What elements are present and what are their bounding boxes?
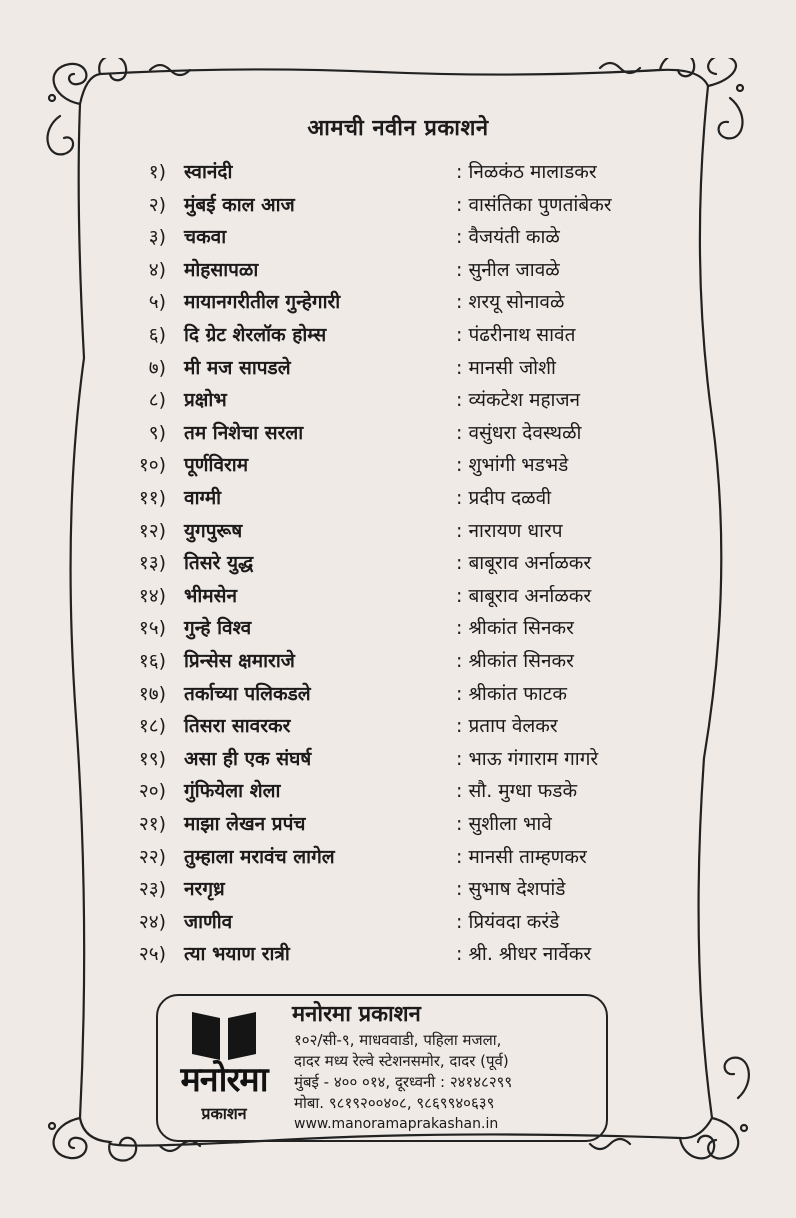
item-number: २४) — [138, 910, 166, 933]
list-item — [0, 580, 796, 612]
book-author: : निळकंठ मालाडकर — [456, 161, 597, 183]
book-author: : नारायण धारप — [456, 519, 563, 542]
list-item — [0, 841, 796, 873]
book-title: तिसरे युद्ध — [184, 552, 254, 575]
item-number: ५) — [148, 291, 166, 314]
list-item — [0, 286, 796, 318]
book-author: : श्रीकांत सिनकर — [456, 617, 574, 640]
address-line-2: दादर मध्य रेल्वे स्टेशनसमोर, दादर (पूर्व) — [294, 1052, 509, 1070]
book-title: चकवा — [184, 226, 227, 249]
book-author: : सुनील जावळे — [456, 258, 560, 281]
list-item — [0, 189, 796, 221]
book-author: : व्यंकटेश महाजन — [456, 389, 581, 412]
book-title: माझा लेखन प्रपंच — [184, 813, 306, 835]
item-number: ७) — [148, 356, 166, 379]
book-author: : मानसी ताम्हणकर — [456, 845, 587, 868]
book-title: तिसरा सावरकर — [184, 715, 291, 738]
book-title: पूर्णविराम — [184, 454, 249, 477]
website-link[interactable]: www.manoramaprakashan.in — [294, 1116, 499, 1132]
book-title: प्रिन्सेस क्षमाराजे — [184, 650, 295, 672]
list-item — [0, 678, 796, 710]
item-number: २३) — [138, 878, 166, 901]
item-number: १) — [148, 161, 166, 183]
book-title: वाग्मी — [184, 487, 222, 509]
item-number: ९) — [148, 421, 166, 444]
list-item — [0, 221, 796, 253]
list-item — [0, 319, 796, 351]
item-number: १२) — [138, 519, 166, 542]
publisher-logo — [168, 1008, 280, 1128]
book-title: असा ही एक संघर्ष — [184, 747, 312, 770]
item-number: २२) — [138, 845, 166, 868]
item-number: १०) — [138, 454, 166, 477]
book-author: : श्री. श्रीधर नार्वेकर — [456, 943, 592, 966]
address-line-1: १०२/सी-९, माधववाडी, पहिला मजला, — [294, 1031, 502, 1049]
publisher-info — [294, 1000, 604, 1134]
book-title: गुंफियेला शेला — [184, 780, 281, 803]
book-author: : मानसी जोशी — [456, 356, 556, 379]
book-author: : सौ. मुग्धा फडके — [456, 780, 578, 803]
book-title: तुम्हाला मरावंच लागेल — [184, 845, 335, 868]
item-number: ३) — [148, 226, 166, 249]
book-author: : बाबूराव अर्नाळकर — [456, 552, 592, 575]
list-item — [0, 906, 796, 938]
list-item — [0, 743, 796, 775]
book-title: प्रक्षोभ — [184, 389, 227, 412]
list-item — [0, 938, 796, 970]
book-author: : शरयू सोनावळे — [456, 291, 565, 314]
item-number: १९) — [138, 747, 166, 770]
list-item — [0, 156, 796, 188]
list-item — [0, 547, 796, 579]
book-title: युगपुरूष — [184, 519, 243, 542]
book-title: त्या भयाण रात्री — [184, 943, 290, 966]
open-book-icon — [188, 1008, 260, 1064]
book-author: : वैजयंती काळे — [456, 226, 560, 249]
item-number: १७) — [138, 682, 166, 705]
list-item — [0, 710, 796, 742]
list-item — [0, 645, 796, 677]
book-author: : प्रदीप दळवी — [456, 487, 552, 509]
list-item — [0, 612, 796, 644]
book-title: तम निशेचा सरला — [184, 421, 304, 444]
item-number: २५) — [138, 943, 166, 966]
book-title: भीमसेन — [184, 584, 238, 607]
list-item — [0, 808, 796, 840]
page-heading: आमची नवीन प्रकाशने — [307, 116, 489, 141]
list-item — [0, 384, 796, 416]
book-title: नरगृध्र — [184, 878, 225, 901]
item-number: ६) — [148, 324, 166, 346]
item-number: १८) — [138, 715, 166, 738]
item-number: १५) — [138, 617, 166, 640]
item-number: २) — [148, 193, 166, 216]
item-number: १४) — [138, 584, 166, 607]
list-item — [0, 873, 796, 905]
book-author: : पंढरीनाथ सावंत — [456, 324, 576, 346]
publisher-box — [156, 994, 608, 1142]
book-author: : प्रताप वेलकर — [456, 715, 558, 738]
item-number: २०) — [138, 780, 166, 803]
book-author: : वासंतिका पुणतांबेकर — [456, 193, 612, 216]
book-author: : भाऊ गंगाराम गागरे — [456, 747, 599, 770]
item-number: १३) — [138, 552, 166, 575]
book-title: मोहसापळा — [184, 258, 259, 281]
book-title: जाणीव — [184, 910, 233, 933]
logo-wordmark: मनोरमा — [180, 1060, 268, 1100]
item-number: ४) — [148, 258, 166, 281]
list-item — [0, 449, 796, 481]
book-title: गुन्हे विश्व — [184, 617, 252, 640]
book-title: तर्काच्या पलिकडले — [184, 682, 311, 705]
book-author: : बाबूराव अर्नाळकर — [456, 584, 592, 607]
list-item — [0, 482, 796, 514]
book-title: मायानगरीतील गुन्हेगारी — [184, 291, 341, 314]
list-item — [0, 254, 796, 286]
item-number: ११) — [138, 487, 166, 509]
book-author: : श्रीकांत फाटक — [456, 682, 567, 705]
item-number: १६) — [138, 650, 166, 672]
book-author: : प्रियंवदा करंडे — [456, 910, 560, 933]
list-item — [0, 515, 796, 547]
book-title: स्वानंदी — [184, 161, 233, 183]
item-number: २१) — [138, 813, 166, 835]
book-title: दि ग्रेट शेरलॉक होम्स — [184, 324, 327, 346]
list-item — [0, 417, 796, 449]
book-author: : वसुंधरा देवस्थळी — [456, 421, 582, 444]
logo-subtitle: प्रकाशन — [201, 1104, 247, 1123]
book-author: : सुशीला भावे — [456, 813, 552, 835]
book-author: : शुभांगी भडभडे — [456, 454, 569, 477]
address-line-3: मुंबई - ४०० ०१४, दूरध्वनी : २४१४८२९९ — [294, 1073, 513, 1091]
book-author: : श्रीकांत सिनकर — [456, 650, 574, 672]
mobile-numbers: मोबा. ९८१९२००४०८, ९८६९९४०६३९ — [294, 1094, 495, 1112]
list-item — [0, 352, 796, 384]
publisher-name: मनोरमा प्रकाशन — [292, 1002, 421, 1027]
item-number: ८) — [148, 389, 166, 412]
book-title: मुंबई काल आज — [184, 193, 295, 216]
list-item — [0, 775, 796, 807]
book-title: मी मज सापडले — [184, 356, 291, 379]
book-author: : सुभाष देशपांडे — [456, 878, 566, 901]
